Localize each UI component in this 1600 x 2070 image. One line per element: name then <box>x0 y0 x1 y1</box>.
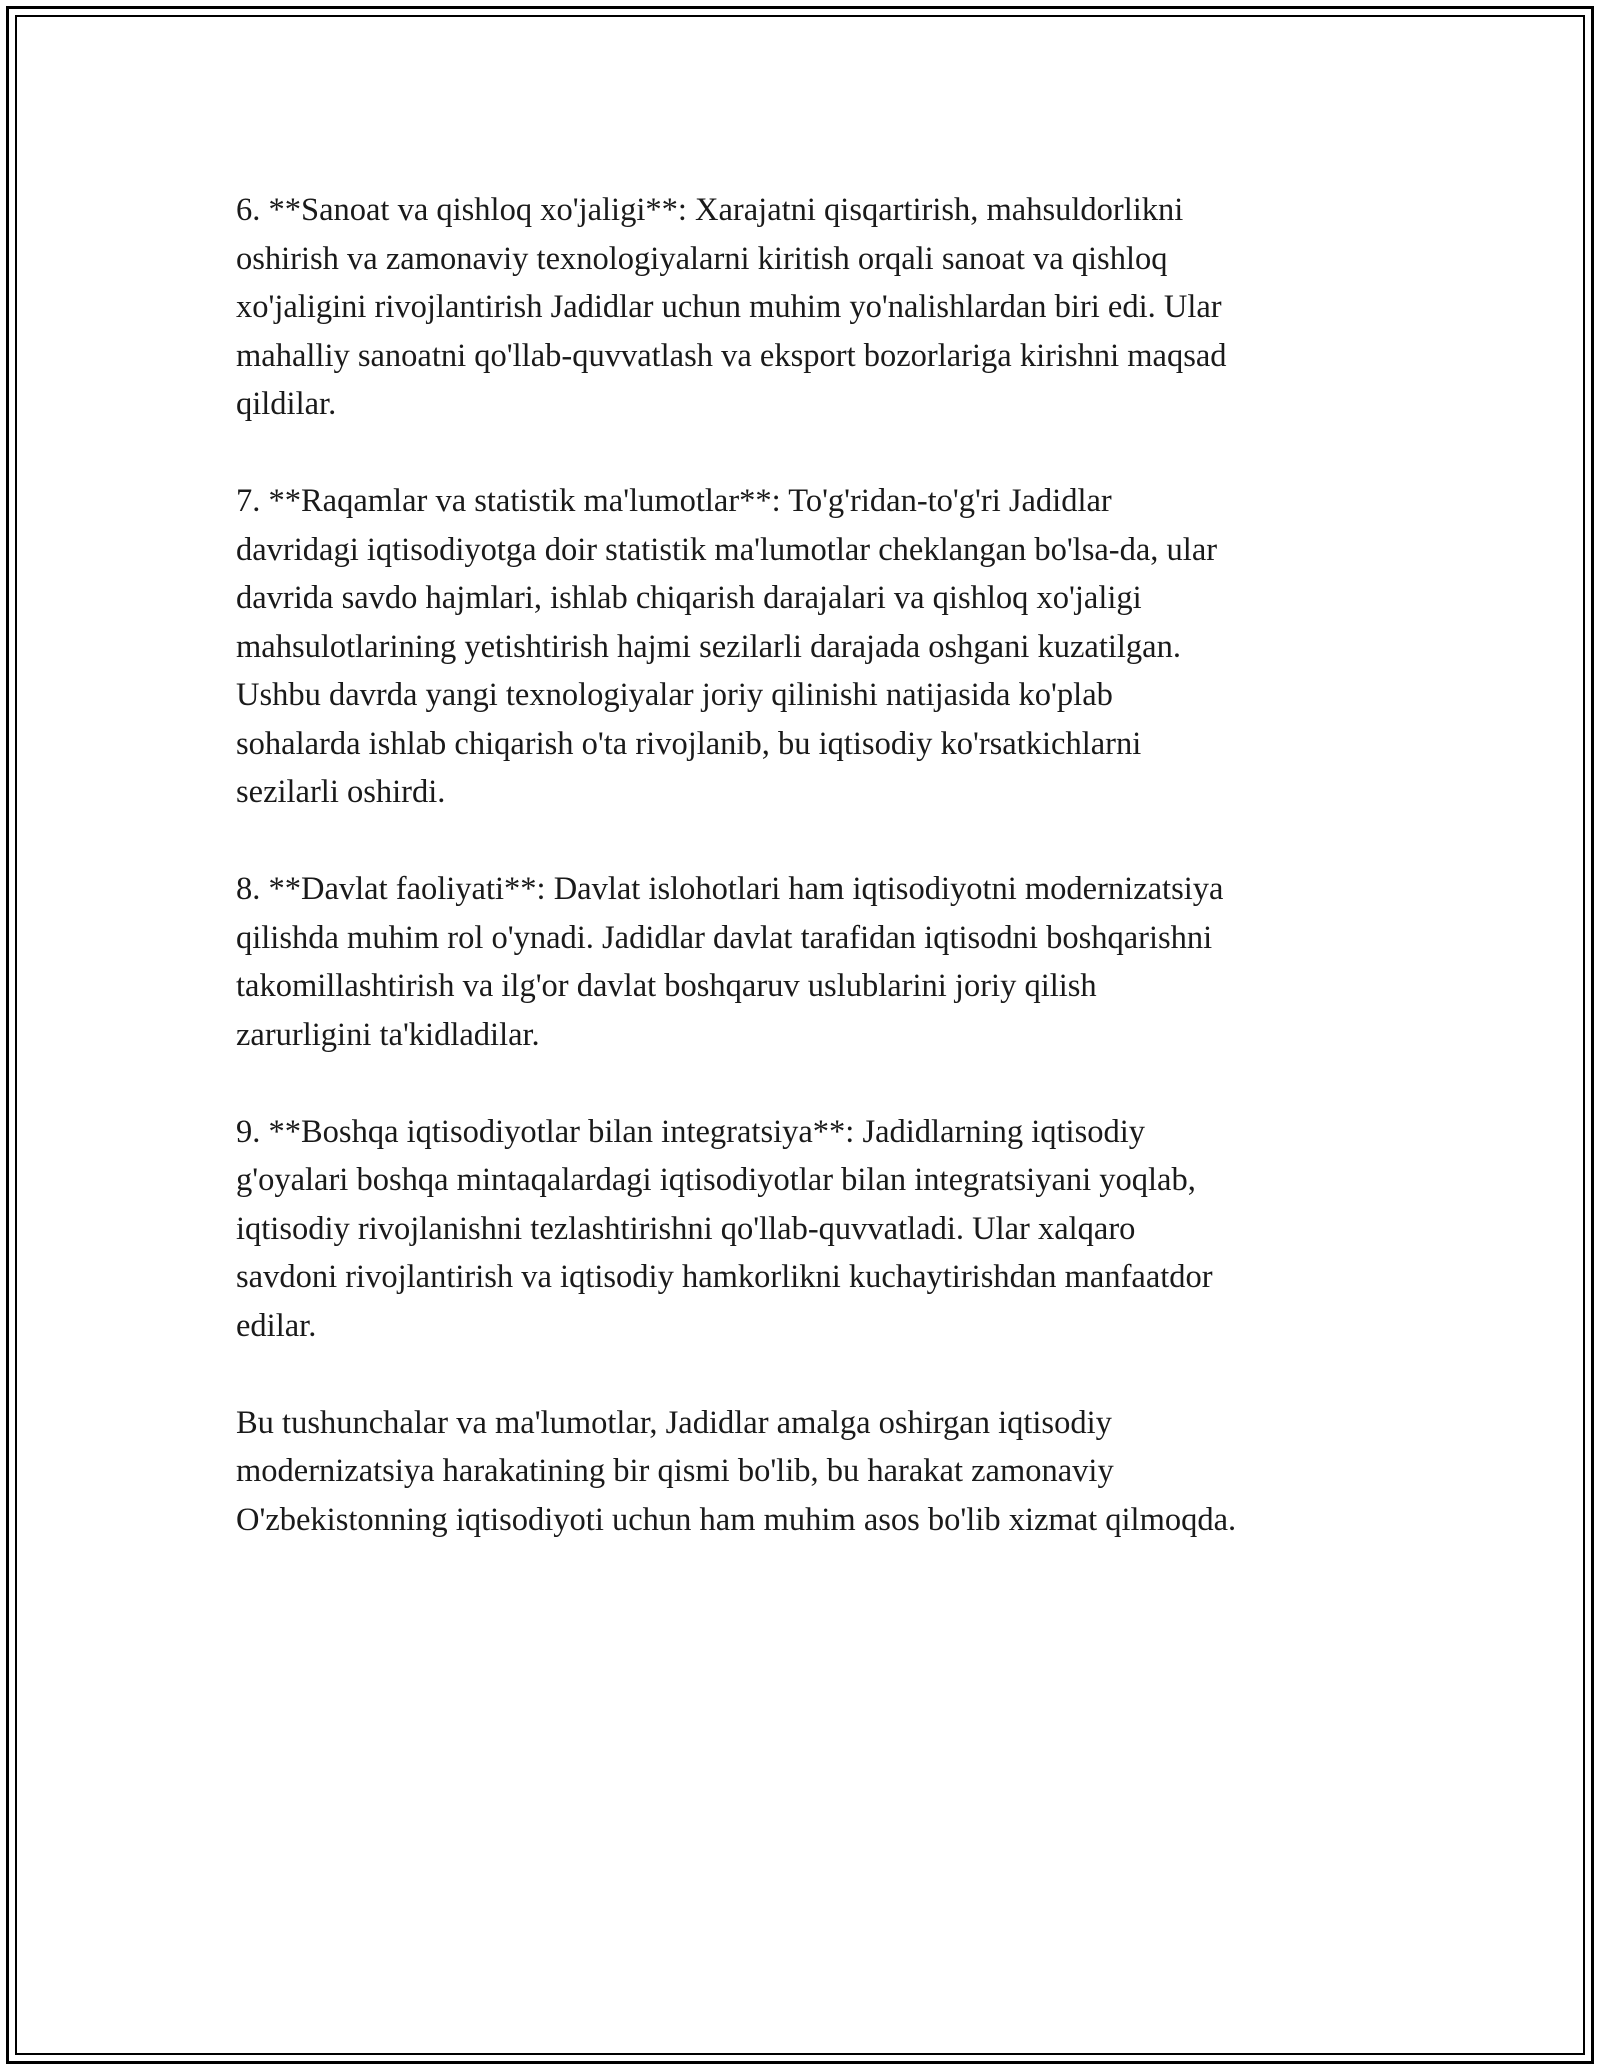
paragraph-davlat <box>236 865 1386 1059</box>
text-line: O'zbekistonning iqtisodiyoti uchun ham muhim asos bo'lib xizmat qilmoqda. <box>236 1501 1237 1538</box>
document-body <box>236 186 1386 1593</box>
text-line: oshirish va zamonaviy texnologiyalarni kiritish orqali sanoat va qishloq <box>236 240 1168 277</box>
paragraph-conclusion <box>236 1399 1386 1545</box>
text-line: davrida savdo hajmlari, ishlab chiqarish darajalari va qishloq xo'jaligi <box>236 580 1142 616</box>
paragraph-integratsiya <box>236 1108 1386 1351</box>
text-line: Ushbu davrda yangi texnologiyalar joriy qilinishi natijasida ko'plab <box>236 677 1113 713</box>
text-line: mahalliy sanoatni qo'llab-quvvatlash va eksport bozorlariga kirishni maqsad <box>236 337 1227 374</box>
text-line: xo'jaligini rivojlantirish Jadidlar uchun muhim yo'nalishlardan biri edi. Ular <box>236 289 1222 325</box>
text-line: 6. **Sanoat va qishloq xo'jaligi**: Xarajatni qisqartirish, mahsuldorlikni <box>236 192 1184 228</box>
paragraph-raqamlar <box>236 477 1386 817</box>
text-line: qildilar. <box>236 386 337 422</box>
text-line: sohalarda ishlab chiqarish o'ta rivojlanib, bu iqtisodiy ko'rsatkichlarni <box>236 725 1142 762</box>
text-line: 9. **Boshqa iqtisodiyotlar bilan integratsiya**: Jadidlarning iqtisodiy <box>236 1113 1146 1150</box>
text-line: g'oyalari boshqa mintaqalardagi iqtisodiyotlar bilan integratsiyani yoqlab, <box>236 1162 1196 1198</box>
text-line: davridagi iqtisodiyotga doir statistik ma'lumotlar cheklangan bo'lsa-da, ular <box>236 531 1218 568</box>
text-line: 8. **Davlat faoliyati**: Davlat islohotlari ham iqtisodiyotni modernizatsiya <box>236 871 1224 907</box>
text-line: modernizatsiya harakatining bir qismi bo'lib, bu harakat zamonaviy <box>236 1453 1114 1489</box>
text-line: mahsulotlarining yetishtirish hajmi sezilarli darajada oshgani kuzatilgan. <box>236 628 1181 665</box>
text-line: savdoni rivojlantirish va iqtisodiy hamkorlikni kuchaytirishdan manfaatdor <box>236 1259 1213 1295</box>
text-line: Bu tushunchalar va ma'lumotlar, Jadidlar amalga oshirgan iqtisodiy <box>236 1404 1112 1441</box>
text-line: takomillashtirish va ilg'or davlat boshqaruv uslublarini joriy qilish <box>236 968 1097 1004</box>
text-line: zarurligini ta'kidladilar. <box>236 1016 540 1053</box>
text-line: qilishda muhim rol o'ynadi. Jadidlar davlat tarafidan iqtisodni boshqarishni <box>236 919 1213 956</box>
text-line: sezilarli oshirdi. <box>236 774 446 810</box>
text-line: 7. **Raqamlar va statistik ma'lumotlar**: To'g'ridan-to'g'ri Jadidlar <box>236 483 1112 519</box>
text-line: edilar. <box>236 1307 317 1344</box>
paragraph-sanoat <box>236 186 1386 429</box>
text-line: iqtisodiy rivojlanishni tezlashtirishni qo'llab-quvvatladi. Ular xalqaro <box>236 1210 1136 1247</box>
